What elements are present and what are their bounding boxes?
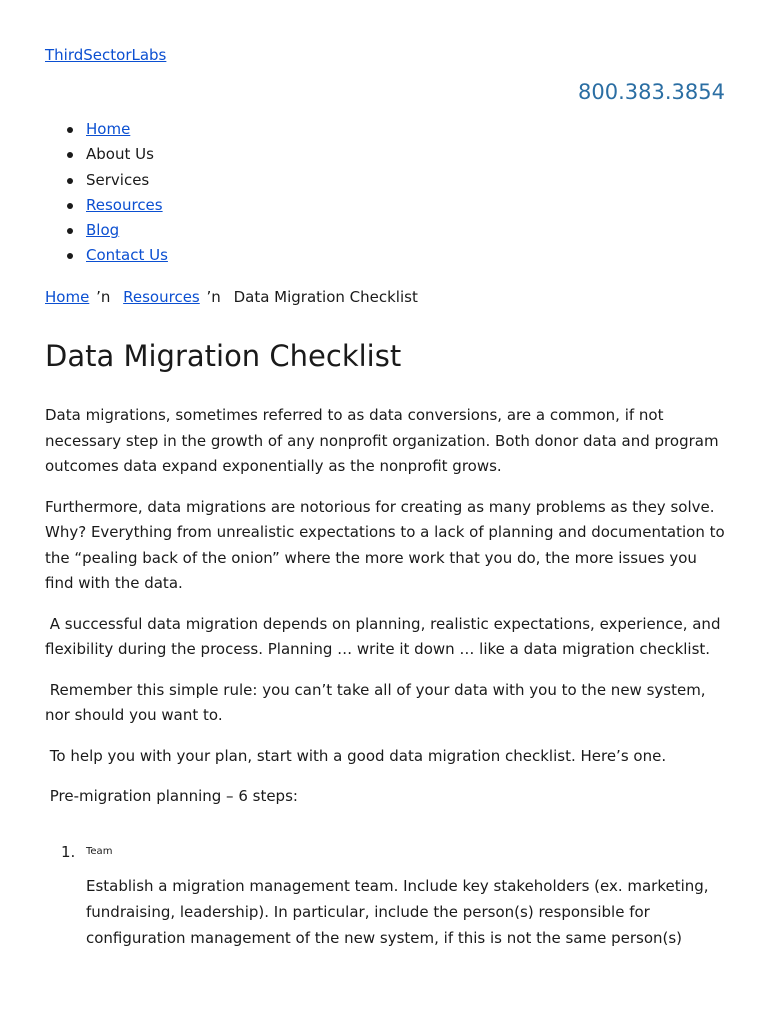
- breadcrumb: [45, 286, 418, 308]
- article-body: [45, 403, 730, 825]
- bullet-icon: [67, 228, 73, 234]
- nav-item-services: [86, 168, 168, 193]
- nav-link-resources[interactable]: Resources: [86, 195, 163, 214]
- intro-paragraph: Data migrations, sometimes referred to as data conversions, are a common, if not necessary step in the growth of any nonprofit organization. Both donor data and program outcomes data expand exponentially as the nonprofit grows.: [45, 406, 719, 475]
- step-number: 1.: [61, 843, 76, 861]
- nav-item-about-us: [86, 142, 168, 167]
- nav-item-blog: [86, 218, 168, 243]
- step-description: Establish a migration management team. Include key stakeholders (ex. marketing, fundraising, leadership). In particular, include the person(s) responsible for configuration management of the new system, if this is not the same person(s): [86, 877, 709, 947]
- phone-number: 800.383.3854: [578, 80, 725, 104]
- page-title: Data Migration Checklist: [45, 339, 402, 373]
- breadcrumb-home-link[interactable]: Home: [45, 288, 90, 306]
- problems-paragraph: Furthermore, data migrations are notorious for creating as many problems as they solve. Why? Everything from unrealistic expectations to a lack of planning and documentation to the “pealing back of the onion” where the more work that you do, the more issues you find with the data.: [45, 497, 725, 592]
- nav-link-home[interactable]: Home: [86, 120, 131, 138]
- nav-item-resources: [86, 193, 168, 218]
- bullet-icon: [67, 253, 73, 259]
- bullet-icon: [67, 127, 73, 133]
- breadcrumb-resources-link[interactable]: Resources: [123, 288, 200, 306]
- step-title: Team: [86, 846, 113, 857]
- bullet-icon: [67, 152, 73, 158]
- success-paragraph: A successful data migration depends on planning, realistic expectations, experience, and flexibility during the process. Planning … write it down … like a data migration checklist.: [45, 614, 721, 658]
- nav-item-contact-us: [86, 243, 168, 268]
- nav-label-services: Services: [86, 170, 150, 189]
- nav-label-about-us: About Us: [86, 145, 154, 164]
- breadcrumb-separator: ’n: [96, 288, 111, 306]
- brand-link[interactable]: ThirdSectorLabs: [45, 46, 167, 64]
- rule-paragraph: Remember this simple rule: you can’t take all of your data with you to the new system, nor should you want to.: [45, 680, 706, 724]
- breadcrumb-separator: ’n: [206, 288, 221, 306]
- steps-list: [45, 840, 730, 951]
- step-item: [45, 840, 730, 951]
- bullet-icon: [67, 203, 73, 209]
- checklist-intro-paragraph: To help you with your plan, start with a good data migration checklist. Here’s one.: [45, 746, 667, 765]
- nav-link-blog[interactable]: Blog: [86, 221, 120, 240]
- bullet-icon: [67, 178, 73, 184]
- breadcrumb-current: Data Migration Checklist: [233, 288, 418, 306]
- main-nav: [45, 117, 168, 269]
- nav-link-contact-us[interactable]: Contact Us: [86, 246, 168, 265]
- pre-migration-heading: Pre-migration planning – 6 steps:: [45, 787, 298, 805]
- nav-item-home: [86, 117, 168, 142]
